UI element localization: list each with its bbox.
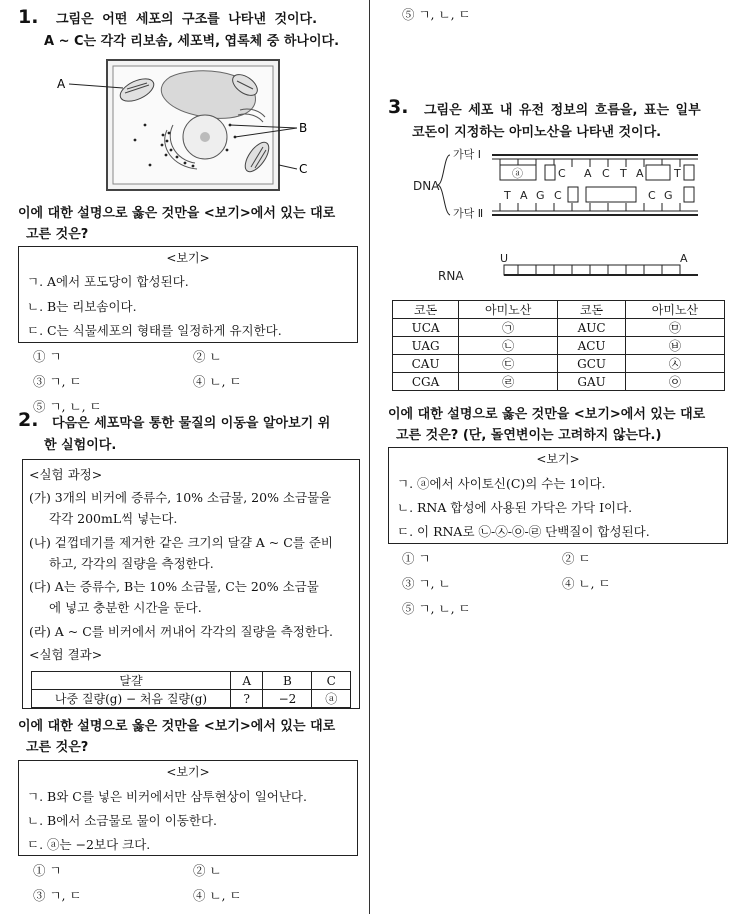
- cell-diagram: [55, 55, 325, 200]
- q1-bogi-box: [18, 246, 358, 343]
- q2-step-2b: 하고, 각각의 질량을 측정한다.: [49, 556, 214, 571]
- q1-statement-3: ㄷ. C는 식물세포의 형태를 일정하게 유지한다.: [27, 323, 282, 338]
- q2-table-cell: ⓐ: [312, 690, 351, 708]
- q1-choice-5[interactable]: ⑤ ㄱ, ㄴ, ㄷ: [33, 399, 102, 414]
- q2-choice-4[interactable]: ④ ㄴ, ㄷ: [193, 888, 242, 903]
- dna-rna-diagram: [408, 145, 708, 290]
- amino-cell: ㉧: [625, 373, 724, 391]
- q2-step-1b: 각각 200mL씩 넣는다.: [49, 511, 178, 526]
- codon-cell: AUC: [558, 319, 626, 337]
- strand2-base: G: [664, 189, 673, 202]
- strand1-label: 가닥 Ⅰ: [453, 148, 481, 161]
- codon-table-header: 코돈: [393, 301, 459, 319]
- q3-statement-3: ㄷ. 이 RNA로 ㉡-㉦-㉧-㉣ 단백질이 합성된다.: [397, 524, 650, 539]
- q2-number: 2.: [18, 409, 39, 431]
- q3-choice-4[interactable]: ④ ㄴ, ㄷ: [562, 576, 611, 591]
- codon-cell: GAU: [558, 373, 626, 391]
- amino-cell: ㉠: [459, 319, 558, 337]
- strand2-label: 가닥 Ⅱ: [453, 207, 484, 220]
- codon-table-header: 아미노산: [625, 301, 724, 319]
- amino-cell: ㉥: [625, 337, 724, 355]
- strand2-base: A: [520, 189, 528, 202]
- q1-choice-1[interactable]: ① ㄱ: [33, 349, 62, 364]
- q2-choice-3[interactable]: ③ ㄱ, ㄷ: [33, 888, 82, 903]
- rna-start-base: U: [500, 252, 509, 265]
- q1-choice-3[interactable]: ③ ㄱ, ㄷ: [33, 374, 82, 389]
- strand1-base: ⓐ: [512, 167, 523, 180]
- q2-stem-line2: 한 실험이다.: [44, 438, 117, 453]
- q2-statement-2: ㄴ. B에서 소금물로 물이 이동한다.: [27, 813, 218, 828]
- q2-question-line2: 고른 것은?: [26, 740, 89, 755]
- rna-label: RNA: [438, 269, 464, 283]
- q2-step-3: (다) A는 증류수, B는 10% 소금물, C는 20% 소금물: [29, 579, 319, 594]
- q1-stem-line2: A ~ C는 각각 리보솜, 세포벽, 엽록체 중 하나이다.: [44, 34, 340, 49]
- amino-cell: ㉡: [459, 337, 558, 355]
- rna-end-base: A: [680, 252, 688, 265]
- q1-statement-2: ㄴ. B는 리보솜이다.: [27, 299, 137, 314]
- codon-table: [392, 300, 725, 391]
- q2-choice-5[interactable]: ⑤ ㄱ, ㄴ, ㄷ: [402, 7, 471, 22]
- q2-step-4: (라) A ~ C를 비커에서 꺼내어 각각의 질량을 측정한다.: [29, 624, 334, 639]
- q1-choice-2[interactable]: ② ㄴ: [193, 349, 222, 364]
- q2-table-header: A: [231, 672, 263, 690]
- q2-choice-2[interactable]: ② ㄴ: [193, 863, 222, 878]
- codon-table-header: 코돈: [558, 301, 626, 319]
- q3-statement-2: ㄴ. RNA 합성에 사용된 가닥은 가닥 Ⅰ이다.: [397, 500, 633, 515]
- strand1-base: A: [636, 167, 644, 180]
- codon-cell: ACU: [558, 337, 626, 355]
- q3-choice-3[interactable]: ③ ㄱ, ㄴ: [402, 576, 451, 591]
- q2-question-line1: 이에 대한 설명으로 옳은 것만을 <보기>에서 있는 대로: [18, 719, 336, 734]
- q3-bogi-box: [388, 447, 728, 544]
- q2-experiment-box: [22, 459, 360, 709]
- q3-question-line1: 이에 대한 설명으로 옳은 것만을 <보기>에서 있는 대로: [388, 407, 706, 422]
- q2-table-cell: ?: [231, 690, 263, 708]
- q2-table-header: C: [312, 672, 351, 690]
- q3-question-line2: 고른 것은? (단, 돌연변이는 고려하지 않는다.): [396, 428, 662, 443]
- q3-stem-line1: 그림은 세포 내 유전 정보의 흐름을, 표는 일부: [424, 103, 701, 118]
- q2-step-3b: 에 넣고 충분한 시간을 둔다.: [49, 600, 202, 615]
- strand1-base: T: [674, 167, 681, 180]
- q2-statement-1: ㄱ. B와 C를 넣은 비커에서만 삼투현상이 일어난다.: [27, 789, 307, 804]
- q2-table-header: B: [263, 672, 312, 690]
- q2-stem-line1: 다음은 세포막을 통한 물질의 이동을 알아보기 위: [52, 416, 331, 431]
- codon-cell: UAG: [393, 337, 459, 355]
- codon-cell: CAU: [393, 355, 459, 373]
- q1-question-line1: 이에 대한 설명으로 옳은 것만을 <보기>에서 있는 대로: [18, 206, 336, 221]
- q3-statement-1: ㄱ. ⓐ에서 사이토신(C)의 수는 1이다.: [397, 476, 606, 491]
- strand1-base: A: [584, 167, 592, 180]
- q2-bogi-title: <보기>: [166, 765, 210, 779]
- q2-bogi-box: [18, 760, 358, 856]
- strand2-base: G: [536, 189, 545, 202]
- strand1-base: C: [558, 167, 566, 180]
- q2-result-table: [31, 671, 351, 708]
- amino-cell: ㉢: [459, 355, 558, 373]
- q2-process-title: <실험 과정>: [29, 467, 103, 482]
- codon-cell: UCA: [393, 319, 459, 337]
- codon-cell: CGA: [393, 373, 459, 391]
- q1-question-line2: 고른 것은?: [26, 227, 89, 242]
- q2-table-cell: −2: [263, 690, 312, 708]
- label-b: B: [299, 121, 308, 135]
- q3-choice-2[interactable]: ② ㄷ: [562, 551, 591, 566]
- codon-cell: GCU: [558, 355, 626, 373]
- q2-statement-3: ㄷ. ⓐ는 −2보다 크다.: [27, 837, 151, 852]
- q2-table-header: 달걀: [32, 672, 231, 690]
- q1-stem-line1: 그림은 어떤 세포의 구조를 나타낸 것이다.: [56, 12, 318, 27]
- strand2-base: C: [554, 189, 562, 202]
- q2-choice-1[interactable]: ① ㄱ: [33, 863, 62, 878]
- amino-cell: ㉤: [625, 319, 724, 337]
- dna-label: DNA: [413, 179, 440, 193]
- q2-table-cell: 나중 질량(g) − 처음 질량(g): [32, 690, 231, 708]
- strand1-base: C: [602, 167, 610, 180]
- strand2-base: C: [648, 189, 656, 202]
- q1-choice-4[interactable]: ④ ㄴ, ㄷ: [193, 374, 242, 389]
- label-c: C: [299, 162, 308, 176]
- q2-result-title: <실험 결과>: [29, 647, 103, 662]
- amino-cell: ㉦: [625, 355, 724, 373]
- column-divider: [369, 0, 370, 914]
- q1-bogi-title: <보기>: [166, 251, 210, 265]
- codon-table-header: 아미노산: [459, 301, 558, 319]
- label-a: A: [57, 77, 66, 91]
- q3-choice-5[interactable]: ⑤ ㄱ, ㄴ, ㄷ: [402, 601, 471, 616]
- q3-choice-1[interactable]: ① ㄱ: [402, 551, 431, 566]
- amino-cell: ㉣: [459, 373, 558, 391]
- q1-number: 1.: [18, 6, 39, 28]
- q1-statement-1: ㄱ. A에서 포도당이 합성된다.: [27, 274, 189, 289]
- strand2-base: T: [504, 189, 511, 202]
- q3-stem-line2: 코돈이 지정하는 아미노산을 나타낸 것이다.: [412, 125, 662, 140]
- q3-number: 3.: [388, 96, 409, 118]
- q2-step-2: (나) 겉껍데기를 제거한 같은 크기의 달걀 A ~ C를 준비: [29, 535, 334, 550]
- q2-step-1: (가) 3개의 비커에 증류수, 10% 소금물, 20% 소금물을: [29, 490, 332, 505]
- strand1-base: T: [620, 167, 627, 180]
- q3-bogi-title: <보기>: [536, 452, 580, 466]
